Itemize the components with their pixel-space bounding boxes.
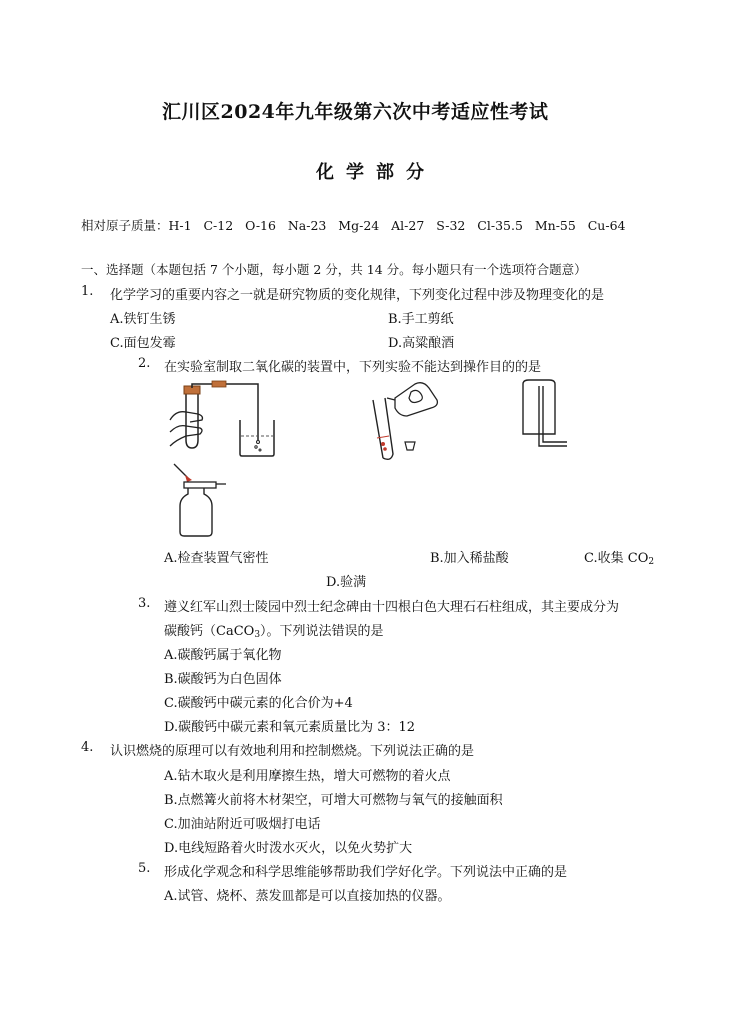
q5-stem: 形成化学观念和科学思维能够帮助我们学好化学。下列说法中正确的是: [164, 865, 568, 880]
q4-option-b: B.点燃篝火前将木材架空，可增大可燃物与氧气的接触面积: [164, 793, 503, 808]
exam-title: 汇川区2024年九年级第六次中考适应性考试: [162, 101, 549, 123]
q1-option-a: A.铁钉生锈: [110, 312, 176, 327]
q5-number: 5.: [138, 861, 151, 876]
q3-stem-line1: 遵义红军山烈士陵园中烈士纪念碑由十四根白色大理石石柱组成，其主要成分为: [164, 600, 620, 615]
q2-stem: 在实验室制取二氧化碳的装置中，下列实验不能达到操作目的的是: [164, 360, 542, 375]
figure-b-adding-acid: [355, 378, 455, 458]
q1-option-b: B.手工剪纸: [388, 312, 454, 327]
q2-option-b: B.加入稀盐酸: [430, 551, 509, 566]
q4-option-c: C.加油站附近可吸烟打电话: [164, 817, 321, 832]
q2-option-c: [584, 547, 654, 567]
q3-stem-line2-suffix: ）。下列说法错误的是: [260, 624, 384, 639]
q2-option-d: D.验满: [326, 575, 367, 590]
figure-d-verify-full: [170, 460, 230, 540]
q3-stem-subscript: 3: [254, 630, 261, 640]
section-heading: 一、选择题（本题包括 7 个小题，每小题 2 分，共 14 分。每小题只有一个选项符合题意）: [81, 262, 587, 277]
q1-stem: 化学学习的重要内容之一就是研究物质的变化规律，下列变化过程中涉及物理变化的是: [110, 288, 605, 303]
q2-option-c-subscript: 2: [648, 557, 655, 567]
q3-option-d: D.碳酸钙中碳元素和氧元素质量比为 3：12: [164, 720, 416, 735]
q3-option-a: A.碳酸钙属于氧化物: [164, 648, 282, 663]
q1-option-d: D.高粱酿酒: [388, 336, 455, 351]
q2-option-c-text: C.收集 CO: [584, 551, 649, 566]
figure-c-collect-co2: [515, 380, 575, 450]
q4-stem: 认识燃烧的原理可以有效地利用和控制燃烧。下列说法正确的是: [110, 744, 475, 759]
subject-title: 化学部分: [316, 162, 436, 183]
q2-option-a: A.检查装置气密性: [164, 551, 269, 566]
q3-option-c: C.碳酸钙中碳元素的化合价为+4: [164, 696, 353, 711]
q4-number: 4.: [81, 740, 94, 755]
q2-number: 2.: [138, 356, 151, 371]
figure-a-airtightness: [160, 380, 280, 460]
q3-stem-line2: [164, 620, 384, 640]
q1-number: 1.: [81, 284, 94, 299]
q3-stem-line2-prefix: 碳酸钙（CaCO: [164, 624, 255, 639]
q3-option-b: B.碳酸钙为白色固体: [164, 672, 282, 687]
q4-option-d: D.电线短路着火时泼水灭火，以免火势扩大: [164, 841, 413, 856]
q5-option-a: A.试管、烧杯、蒸发皿都是可以直接加热的仪器。: [164, 889, 451, 904]
atomic-mass-line: 相对原子质量：H-1 C-12 O-16 Na-23 Mg-24 Al-27 S-32 Cl-35.5 Mn-55 Cu-64: [81, 218, 626, 233]
q1-option-c: C.面包发霉: [110, 336, 176, 351]
q4-option-a: A.钻木取火是利用摩擦生热，增大可燃物的着火点: [164, 769, 451, 784]
q3-number: 3.: [138, 596, 151, 611]
